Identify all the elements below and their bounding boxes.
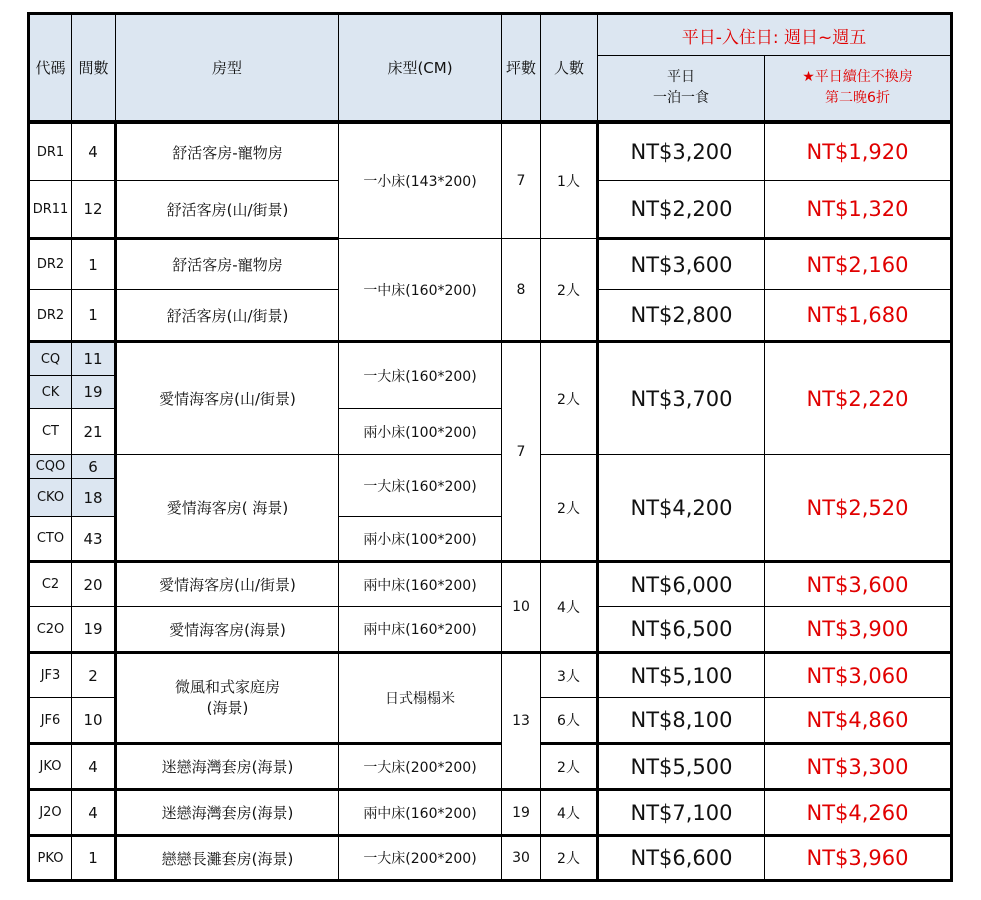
room-code: J2O — [29, 790, 72, 836]
discount-price: NT$2,520 — [765, 455, 952, 562]
room-rate-table — [27, 12, 953, 882]
discount-price: NT$1,320 — [765, 181, 952, 239]
room-code: CTO — [29, 517, 72, 562]
table-row — [29, 124, 952, 181]
room-type: 舒活客房(山/街景) — [116, 181, 339, 239]
weekday-price: NT$2,200 — [598, 181, 765, 239]
discount-price: NT$4,860 — [765, 698, 952, 744]
weekday-price: NT$7,100 — [598, 790, 765, 836]
room-code: DR11 — [29, 181, 72, 239]
bed-type: 一大床(160*200) — [339, 455, 502, 517]
bed-type: 兩中床(160*200) — [339, 562, 502, 607]
room-count: 1 — [72, 239, 116, 290]
bed-type: 一大床(200*200) — [339, 836, 502, 881]
table-row — [29, 562, 952, 607]
bed-type: 兩小床(100*200) — [339, 517, 502, 562]
room-code: C2O — [29, 607, 72, 653]
table-row — [29, 653, 952, 698]
people: 6人 — [541, 698, 598, 744]
room-code: CK — [29, 376, 72, 409]
bed-type: 一大床(160*200) — [339, 342, 502, 409]
people: 2人 — [541, 455, 598, 562]
table-row — [29, 744, 952, 790]
table-row — [29, 836, 952, 881]
room-count: 18 — [72, 479, 116, 517]
weekday-label: 平日 — [667, 69, 695, 85]
table-row — [29, 342, 952, 376]
discount-price: NT$2,220 — [765, 342, 952, 455]
room-count: 1 — [72, 836, 116, 881]
bed-type: 一大床(200*200) — [339, 744, 502, 790]
room-count: 20 — [72, 562, 116, 607]
room-count: 1 — [72, 290, 116, 342]
weekday-price: NT$6,000 — [598, 562, 765, 607]
header-room-type: 房型 — [116, 14, 339, 122]
room-code: DR1 — [29, 124, 72, 181]
people: 2人 — [541, 239, 598, 342]
header-promo — [765, 56, 952, 122]
room-type: 舒活客房-寵物房 — [116, 124, 339, 181]
room-type: 舒活客房-寵物房 — [116, 239, 339, 290]
room-type-line-2: (海景) — [206, 699, 249, 717]
area: 8 — [502, 239, 541, 342]
room-type: 舒活客房(山/街景) — [116, 290, 339, 342]
bed-type: 日式榻榻米 — [339, 653, 502, 744]
room-count: 19 — [72, 376, 116, 409]
room-type-line-1: 微風和式家庭房 — [174, 678, 280, 696]
room-count: 21 — [72, 409, 116, 455]
area: 30 — [502, 836, 541, 881]
weekday-price: NT$8,100 — [598, 698, 765, 744]
room-code: CQO — [29, 455, 72, 479]
weekday-price: NT$5,500 — [598, 744, 765, 790]
weekday-price: NT$3,200 — [598, 124, 765, 181]
room-code: CQ — [29, 342, 72, 376]
room-code: PKO — [29, 836, 72, 881]
people: 2人 — [541, 744, 598, 790]
room-count: 4 — [72, 124, 116, 181]
room-count: 43 — [72, 517, 116, 562]
discount-price: NT$1,920 — [765, 124, 952, 181]
people: 4人 — [541, 562, 598, 653]
room-type: 愛情海客房(海景) — [116, 607, 339, 653]
room-type: 愛情海客房(山/街景) — [116, 342, 339, 455]
header-bed-type: 床型(CM) — [339, 14, 502, 122]
table-row — [29, 607, 952, 653]
people: 2人 — [541, 836, 598, 881]
table-row — [29, 239, 952, 290]
room-count: 12 — [72, 181, 116, 239]
discount-price: NT$3,300 — [765, 744, 952, 790]
discount-price: NT$1,680 — [765, 290, 952, 342]
people: 1人 — [541, 124, 598, 239]
discount-price: NT$2,160 — [765, 239, 952, 290]
discount-price: NT$3,600 — [765, 562, 952, 607]
room-type: 戀戀長灘套房(海景) — [116, 836, 339, 881]
bed-type: 一中床(160*200) — [339, 239, 502, 342]
weekday-title-text: 平日-入住日: 週日~週五 — [681, 27, 867, 48]
discount-price: NT$3,900 — [765, 607, 952, 653]
room-type — [116, 653, 339, 744]
header-people: 人數 — [541, 14, 598, 122]
room-count: 10 — [72, 698, 116, 744]
discount-price: NT$3,060 — [765, 653, 952, 698]
table-row — [29, 455, 952, 479]
area: 7 — [502, 342, 541, 562]
header-area: 坪數 — [502, 14, 541, 122]
bed-type: 一小床(143*200) — [339, 124, 502, 239]
room-count: 6 — [72, 455, 116, 479]
header-count: 間數 — [72, 14, 116, 122]
promo-line-1: ★平日續住不換房 — [802, 69, 913, 85]
weekday-price: NT$6,600 — [598, 836, 765, 881]
room-count: 19 — [72, 607, 116, 653]
room-type: 迷戀海灣套房(海景) — [116, 790, 339, 836]
discount-price: NT$3,960 — [765, 836, 952, 881]
room-code: DR2 — [29, 239, 72, 290]
people: 3人 — [541, 653, 598, 698]
weekday-price: NT$6,500 — [598, 607, 765, 653]
discount-price: NT$4,260 — [765, 790, 952, 836]
room-count: 2 — [72, 653, 116, 698]
room-code: CT — [29, 409, 72, 455]
room-type: 迷戀海灣套房(海景) — [116, 744, 339, 790]
area: 13 — [502, 653, 541, 790]
room-type: 愛情海客房(山/街景) — [116, 562, 339, 607]
room-code: JKO — [29, 744, 72, 790]
room-code: DR2 — [29, 290, 72, 342]
weekday-price: NT$3,600 — [598, 239, 765, 290]
room-code: JF3 — [29, 653, 72, 698]
room-count: 4 — [72, 790, 116, 836]
room-code: CKO — [29, 479, 72, 517]
room-count: 4 — [72, 744, 116, 790]
weekday-price: NT$4,200 — [598, 455, 765, 562]
bed-type: 兩中床(160*200) — [339, 790, 502, 836]
bed-type: 兩小床(100*200) — [339, 409, 502, 455]
people: 2人 — [541, 342, 598, 455]
room-code: C2 — [29, 562, 72, 607]
header-weekday-rate — [598, 56, 765, 122]
area: 19 — [502, 790, 541, 836]
table-row — [29, 790, 952, 836]
one-night-one-meal-label: 一泊一食 — [653, 90, 709, 106]
promo-line-2: 第二晚6折 — [825, 90, 890, 106]
room-code: JF6 — [29, 698, 72, 744]
weekday-price: NT$5,100 — [598, 653, 765, 698]
bed-type: 兩中床(160*200) — [339, 607, 502, 653]
area: 7 — [502, 124, 541, 239]
header-code: 代碼 — [29, 14, 72, 122]
header-weekday-title — [598, 14, 952, 56]
room-type: 愛情海客房( 海景) — [116, 455, 339, 562]
weekday-price: NT$3,700 — [598, 342, 765, 455]
area: 10 — [502, 562, 541, 653]
people: 4人 — [541, 790, 598, 836]
room-count: 11 — [72, 342, 116, 376]
weekday-price: NT$2,800 — [598, 290, 765, 342]
